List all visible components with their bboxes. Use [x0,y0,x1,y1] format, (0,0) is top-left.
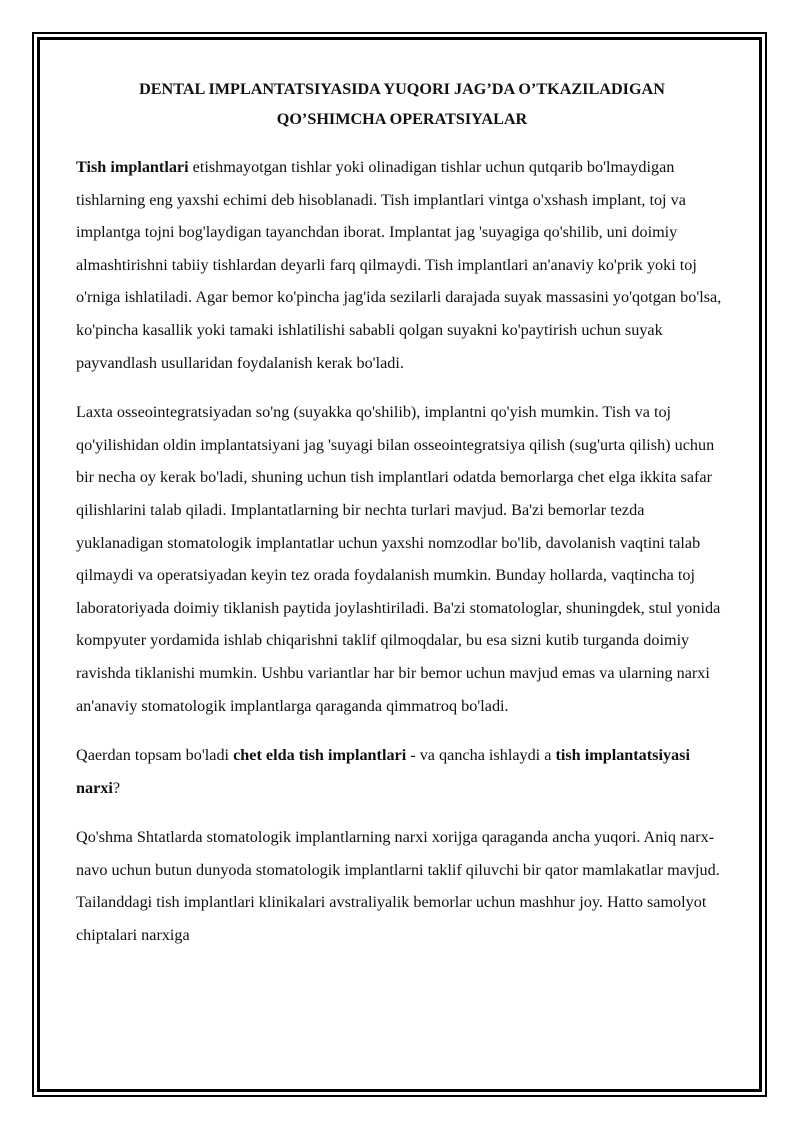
document-title [76,74,728,134]
paragraph-3-text-1: Qaerdan topsam bo'ladi [76,746,234,765]
paragraph-3-text-3: ? [112,778,121,797]
document-body [76,74,728,969]
paragraph-3-text-2: - va qancha ishlaydi a [406,746,556,765]
paragraph-3-bold-2: tish implantatsiyasi narxi [76,746,690,797]
paragraph-1-text: etishmayotgan tishlar yoki olinadigan tishlar uchun qutqarib bo'lmaydigan tishlarning eng yaxshi echimi deb hisoblanadi. Tish implantlari vintga o'xshash implant, toj va implantga tojni bog'laydigan tayanchdan iborat. Implantat jag 'suyagiga qo'shilib, uni doimiy almashtirishni tabiiy tishlardan deyarli farq qilmaydi. Tish implantlari an'anaviy ko'prik yoki toj o'rniga ishlatiladi. Agar bemor ko'pincha jag'ida sezilarli darajada suyak massasini yo'qotgan bo'lsa, ko'pincha kasallik yoki tamaki ishlatilishi sababli qolgan suyakni ko'paytirish uchun suyak payvandlash usullaridan foydalanish kerak bo'ladi. [76,158,722,372]
paragraph-1-bold: Tish implantlari [76,158,189,176]
paragraph-2: Laxta osseointegratsiyadan so'ng (suyakka qo'shilib), implantni qo'yish mumkin. Tish va toj qo'yilishidan oldin implantatsiyani jag 'suyagi bilan osseointegratsiya qilish (sug'urta qilish) uchun bir necha oy kerak bo'ladi, shuning uchun tish implantlari odatda bemorlarga chet elga ikkita safar qilishlarini talab qiladi. Implantatlarning bir nechta turlari mavjud. Ba'zi bemorlar tezda yuklanadigan stomatologik implantatlar uchun yaxshi nomzodlar bo'lib, davolanish vaqtini talab qilmaydi va operatsiyadan keyin tez orada foydalanish mumkin. Bunday hollarda, vaqtincha toj laboratoriyada doimiy tiklanish paytida joylashtiriladi. Ba'zi stomatologlar, shuningdek, stul yonida kompyuter yordamida ishlab chiqarishni taklif qilmoqdalar, bu esa sizni kutib turganda doimiy ravishda tiklanishi mumkin. Ushbu variantlar har bir bemor uchun mavjud emas va ularning narxi an'anaviy stomatologik implantlarga qaraganda qimmatroq bo'ladi. [76,403,721,715]
paragraph-3 [76,739,728,804]
title-line-2: QO’SHIMCHA OPERATSIYALAR [276,110,528,128]
paragraph-4: Qo'shma Shtatlarda stomatologik implantlarning narxi xorijga qaraganda ancha yuqori. Aniq narx-navo uchun butun dunyoda stomatologik implantlarni taklif qiluvchi bir qator mamlakatlar mavjud. Tailanddagi tish implantlari klinikalari avstraliyalik bemorlar uchun mashhur joy. Hatto samolyot chiptalari narxiga [76,828,720,945]
title-line-1: DENTAL IMPLANTATSIYASIDA YUQORI JAG’DA O’TKAZILADIGAN [139,80,665,98]
paragraph-3-bold-1: chet elda tish implantlari [233,746,407,765]
paragraph-1 [76,151,728,379]
